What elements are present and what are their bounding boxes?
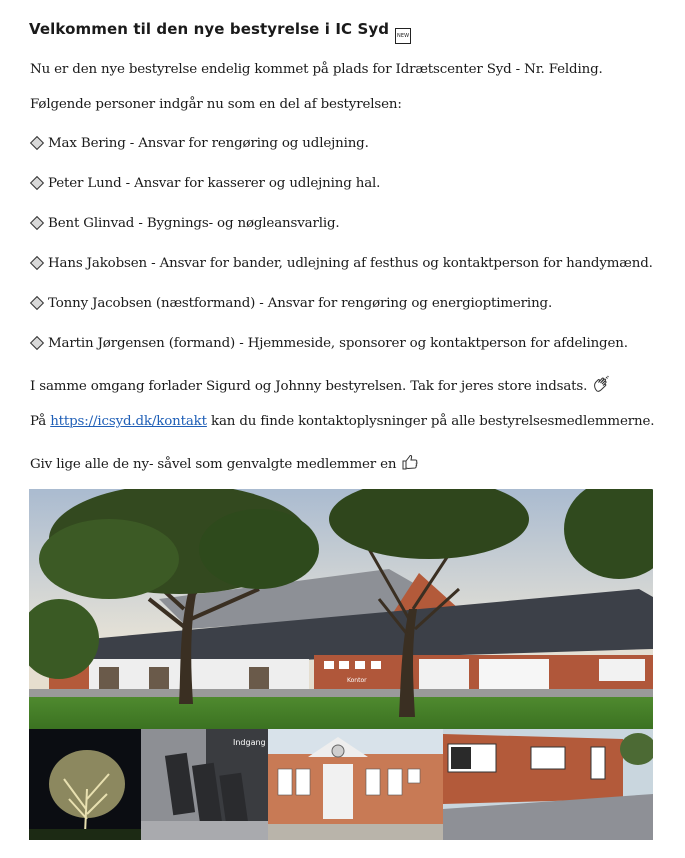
- building-side-photo: [443, 729, 653, 840]
- diamond-icon: [30, 336, 44, 350]
- entrance-building-photo: [268, 729, 443, 840]
- farewell-text: I samme omgang forlader Sigurd og Johnny bestyrelsen. Tak for jeres store indsats.: [30, 375, 610, 397]
- contact-link[interactable]: https://icsyd.dk/kontakt: [50, 414, 207, 429]
- member-item: Peter Lund - Ansvar for kasserer og udlejning hal.: [30, 176, 380, 191]
- lead-text: Følgende personer indgår nu som en del af bestyrelsen:: [30, 97, 402, 112]
- member-item: Tonny Jacobsen (næstformand) - Ansvar for rengøring og energioptimering.: [30, 296, 552, 311]
- diamond-icon: [30, 216, 44, 230]
- entrance-sign-photo: [141, 729, 268, 840]
- thumbs-up-icon: [401, 453, 419, 475]
- member-item: Martin Jørgensen (formand) - Hjemmeside, sponsorer og kontaktperson for afdelingen.: [30, 336, 628, 351]
- member-item: Bent Glinvad - Bygnings- og nøgleansvarlig.: [30, 216, 340, 231]
- contact-text: På https://icsyd.dk/kontakt kan du finde kontaktoplysninger på alle bestyrelsesmedlemmerne.: [30, 414, 655, 429]
- closing-text: Giv lige alle de ny- såvel som genvalgte medlemmer en: [30, 453, 419, 475]
- kontor-sign: Kontor: [347, 677, 367, 684]
- intro-text: Nu er den nye bestyrelse endelig kommet på plads for Idrætscenter Syd - Nr. Felding.: [30, 62, 603, 77]
- post-title: Velkommen til den nye bestyrelse i IC Syd NEW: [29, 20, 411, 44]
- diamond-icon: [30, 176, 44, 190]
- waving-hand-icon: [592, 375, 610, 397]
- building-photo: [29, 489, 653, 729]
- member-item: Max Bering - Ansvar for rengøring og udlejning.: [30, 136, 369, 151]
- new-icon: NEW: [395, 28, 411, 44]
- indgang-sign: Indgang: [233, 738, 266, 747]
- night-tree-photo: [29, 729, 141, 840]
- member-item: Hans Jakobsen - Ansvar for bander, udlejning af festhus og kontaktperson for handymænd.: [30, 256, 653, 271]
- diamond-icon: [30, 296, 44, 310]
- diamond-icon: [30, 136, 44, 150]
- diamond-icon: [30, 256, 44, 270]
